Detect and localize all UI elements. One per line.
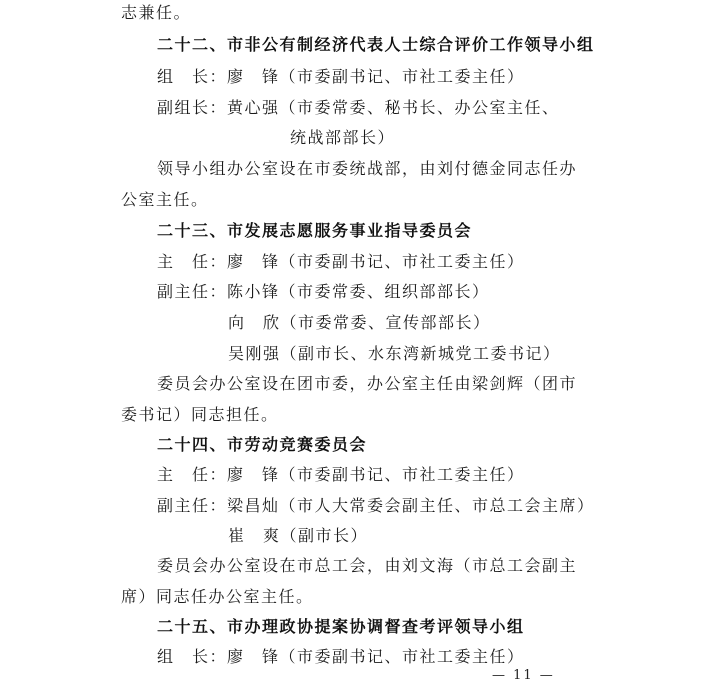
deputy-leader-line: 副组长：黄心强（市委常委、秘书长、办公室主任、 [157, 98, 560, 117]
section-heading-23: 二十三、市发展志愿服务事业指导委员会 [157, 221, 473, 240]
page-number: — 11 — [492, 668, 555, 683]
office-paragraph-continuation: 席）同志任办公室主任。 [121, 587, 314, 606]
deputy-director-line: 崔 爽（副市长） [228, 526, 369, 545]
section-heading-22: 二十二、市非公有制经济代表人士综合评价工作领导小组 [157, 35, 595, 54]
director-line: 主 任：廖 锋（市委副书记、市社工委主任） [157, 252, 525, 271]
deputy-director-line: 副主任：陈小锋（市委常委、组织部部长） [157, 282, 490, 301]
section-heading-24: 二十四、市劳动竞赛委员会 [157, 435, 368, 454]
office-paragraph: 委员会办公室设在市总工会，由刘文海（市总工会副主 [157, 556, 578, 575]
leader-line: 组 长：廖 锋（市委副书记、市社工委主任） [157, 67, 525, 86]
deputy-leader-continuation: 统战部部长） [290, 128, 396, 147]
section-heading-25: 二十五、市办理政协提案协调督查考评领导小组 [157, 617, 525, 636]
office-paragraph-continuation: 公室主任。 [121, 190, 209, 209]
director-line: 主 任：廖 锋（市委副书记、市社工委主任） [157, 465, 525, 484]
deputy-director-line: 吴刚强（副市长、水东湾新城党工委书记） [228, 344, 561, 363]
deputy-director-line: 向 欣（市委常委、宣传部部长） [228, 313, 491, 332]
leader-line: 组 长：廖 锋（市委副书记、市社工委主任） [157, 647, 525, 666]
continuation-line: 志兼任。 [121, 3, 192, 22]
office-paragraph: 领导小组办公室设在市委统战部，由刘付德金同志任办 [157, 159, 578, 178]
office-paragraph: 委员会办公室设在团市委，办公室主任由梁剑辉（团市 [157, 374, 578, 393]
deputy-director-line: 副主任：梁昌灿（市人大常委会副主任、市总工会主席） [157, 496, 595, 515]
office-paragraph-continuation: 委书记）同志担任。 [121, 405, 279, 424]
